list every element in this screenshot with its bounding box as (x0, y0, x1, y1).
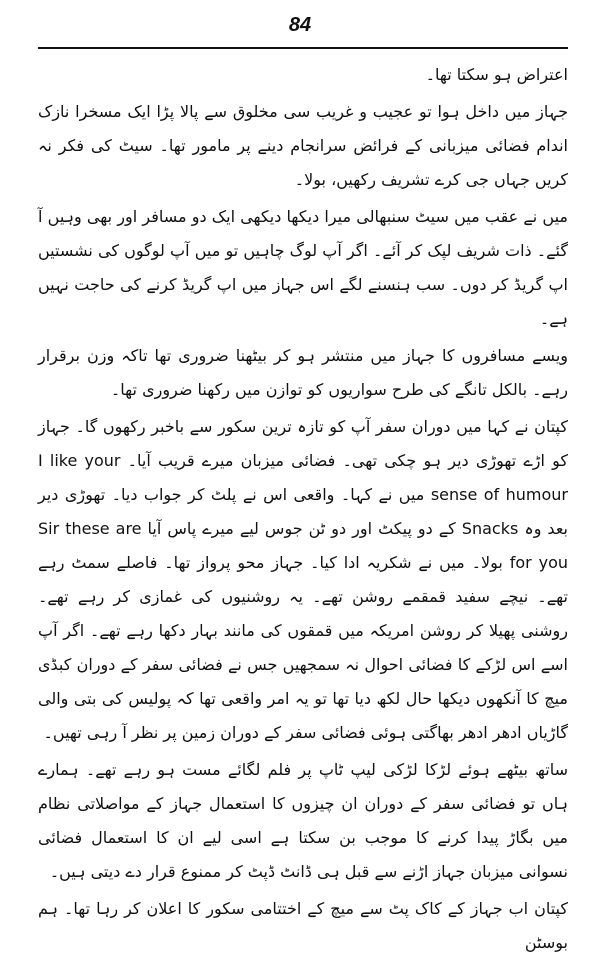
header-divider (38, 47, 568, 49)
paragraph-5: کپتان نے کہا میں دوران سفر آپ کو تازہ ترین سکور سے باخبر رکھوں گا۔ جہاز کو اڑے تھوڑی دیر ہو چکی تھی۔ فضائی میزبان میرے قریب آیا۔ I like your sense of humour میں نے کہا۔ واقعی اس نے پلٹ کر جواب دیا۔ تھوڑی دیر بعد وہ Snacks کے دو پیکٹ اور دو ٹن جوس لیے میرے پاس آیا Sir these are for you بولا۔ میں نے شکریہ ادا کیا۔ جہاز محو پرواز تھا۔ فاصلے سمٹ رہے تھے۔ نیچے سفید قمقمے روشن تھے۔ یہ روشنیوں کی غمازی کر رہے تھے۔ روشنی پھیلا کر روشن امریکہ میں قمقوں کی مانند بہار دکھا رہے تھے۔ اگر آپ اسے اس لڑکے کا فضائی احوال نہ سمجھیں جس نے فضائی سفر کے دوران کبڈی میچ کا آنکھوں دیکھا حال لکھ دیا تھا تو یہ امر واقعی تھا کہ پولیس کی بتی والی گاڑیاں ادھر ادھر بھاگتی ہوئی فضائی سفر کے دوران زمین پر نظر آ رہی تھیں۔ (38, 417, 569, 742)
page-number: 84 (288, 14, 312, 36)
paragraph-3: میں نے عقب میں سیٹ سنبھالی میرا دیکھا دیکھی ایک دو مسافر اور بھی وہیں آ گئے۔ ذات شریف لپک کر آئے۔ اگر آپ لوگ چاہیں تو میں آپ لوگوں کی نشستیں اپ گریڈ کر دوں۔ سب ہنسنے لگے اس جہاز میں اپ گریڈ کرنے کی حاجت نہیں ہے۔ (38, 207, 568, 328)
paragraph-1: اعتراض ہو سکتا تھا۔ (425, 65, 568, 84)
paragraph-6: ساتھ بیٹھے ہوئے لڑکا لڑکی لیپ ٹاپ پر فلم لگائے مست ہو رہے تھے۔ ہمارے ہاں تو فضائی سفر کے دوران ان چیزوں کا استعمال جہاز کے مواصلاتی نظام میں بگاڑ پیدا کرنے کا موجب بن سکتا ہے اسی لیے ان کا استعمال فضائی نسوانی میزبان جہاز اڑنے سے قبل ہی ڈانٹ ڈپٹ کر ممنوع قرار دے دیتی ہیں۔ (38, 760, 568, 881)
paragraph-2: جہاز میں داخل ہوا تو عجیب و غریب سی مخلوق سے پالا پڑا ایک مسخرا نازک اندام فضائی میزبانی کے فرائض سرانجام دینے پر مامور تھا۔ سیٹ کی فکر نہ کریں جہاں جی کرے تشریف رکھیں، بولا۔ (38, 102, 568, 189)
paragraph-4: ویسے مسافروں کا جہاز میں منتشر ہو کر بیٹھنا ضروری تھا تاکہ وزن برقرار رہے۔ بالکل تانگے کی طرح سواریوں کو توازن میں رکھنا ضروری تھا۔ (38, 346, 568, 399)
paragraph-7: کپتان اب جہاز کے کاک پٹ سے میچ کے اختتامی سکور کا اعلان کر رہا تھا۔ ہم بوسٹن (38, 899, 568, 952)
body-text (38, 58, 568, 963)
